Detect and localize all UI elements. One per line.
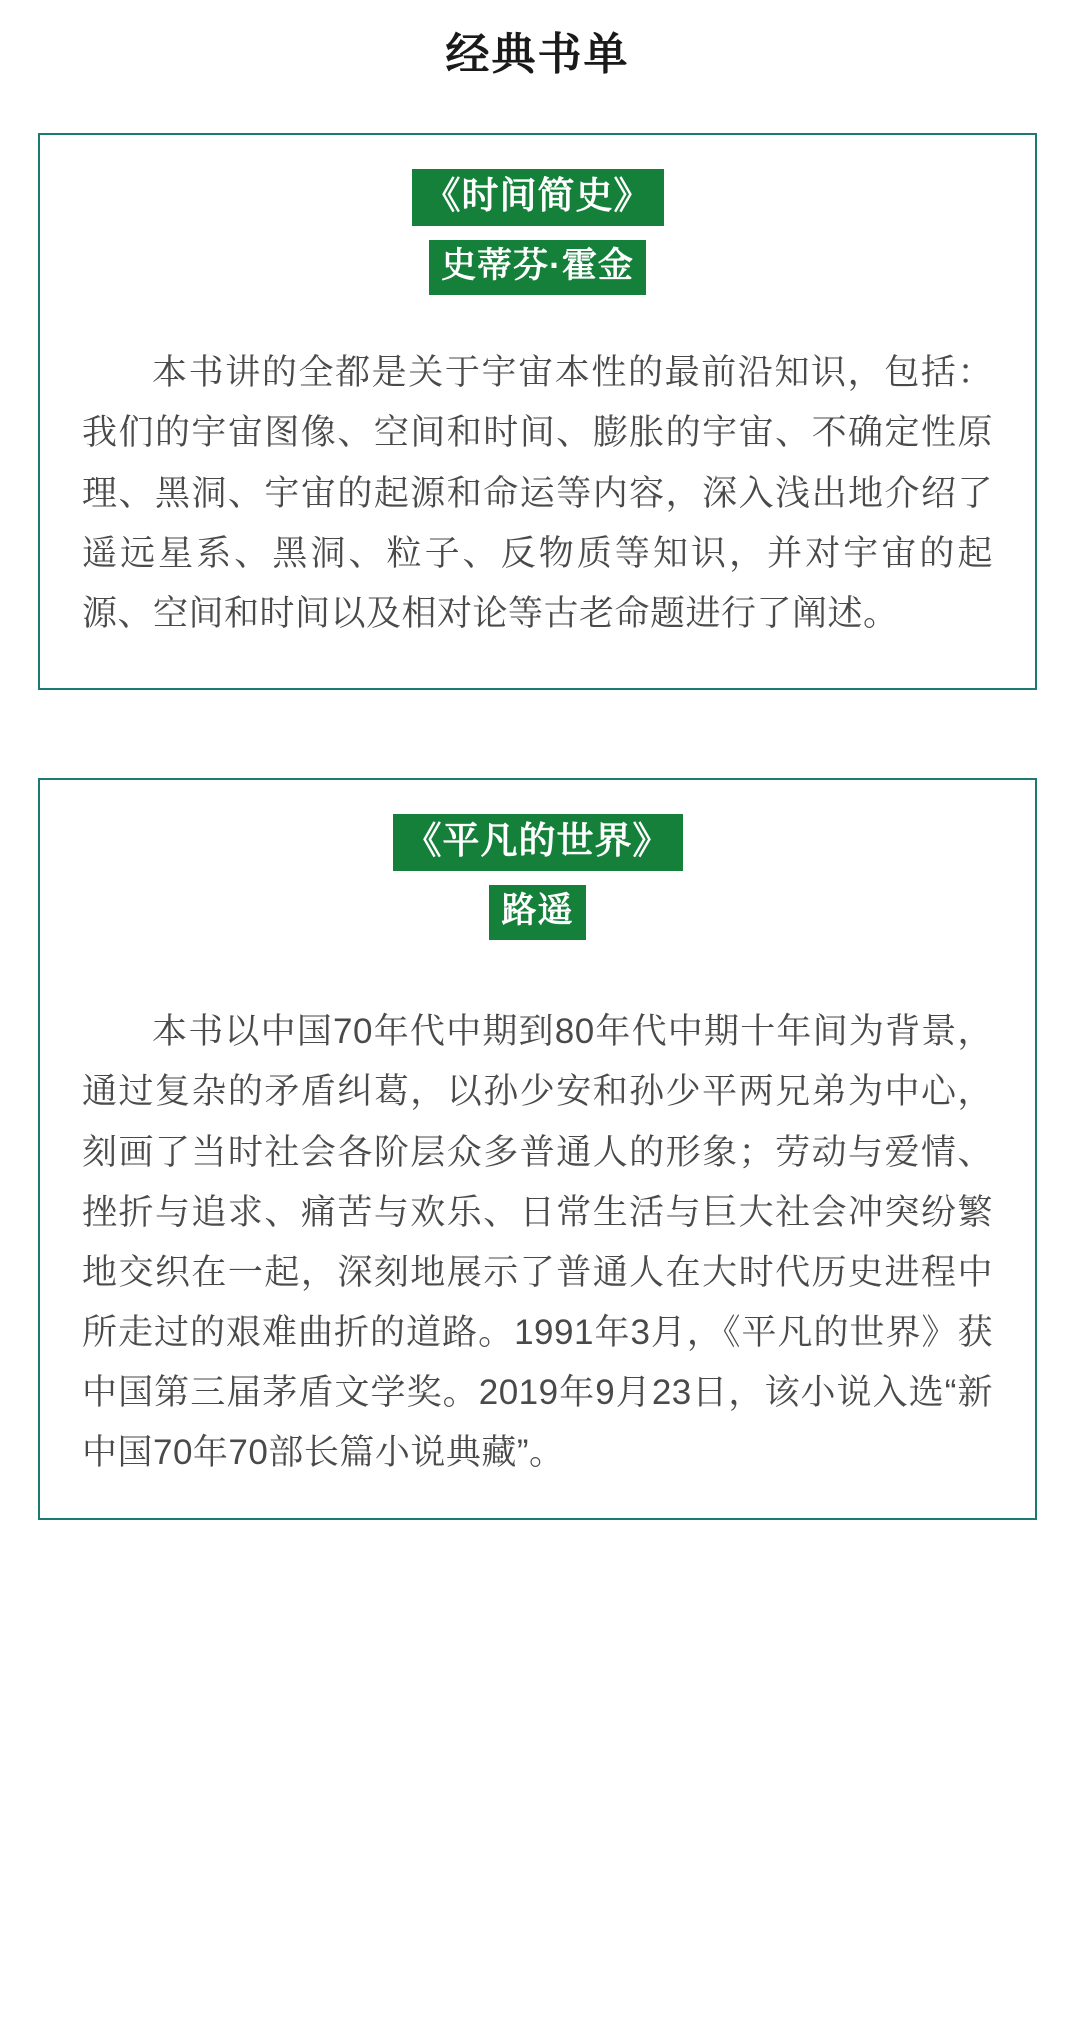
book-author: 路遥 bbox=[489, 885, 585, 940]
book-heading-group bbox=[82, 169, 993, 295]
book-description: 本书讲的全都是关于宇宙本性的最前沿知识，包括：我们的宇宙图像、空间和时间、膨胀的宇宙、不确定性原理、黑洞、宇宙的起源和命运等内容，深入浅出地介绍了遥远星系、黑洞、粒子、反物质等知识，并对宇宙的起源、空间和时间以及相对论等古老命题进行了阐述。 bbox=[82, 353, 993, 633]
book-title-row bbox=[82, 814, 993, 871]
book-title: 《平凡的世界》 bbox=[393, 814, 683, 871]
book-card bbox=[38, 133, 1037, 690]
book-description: 本书以中国70年代中期到80年代中期十年间为背景，通过复杂的矛盾纠葛，以孙少安和孙少平两兄弟为中心，刻画了当时社会各阶层众多普通人的形象；劳动与爱情、挫折与追求、痛苦与欢乐、日常生活与巨大社会冲突纷繁地交织在一起，深刻地展示了普通人在大时代历史进程中所走过的艰难曲折的道路。1991年3月，《平凡的世界》获中国第三届茅盾文学奖。2019年9月23日，该小说入选“新中国70年70部长篇小说典藏”。 bbox=[82, 1012, 993, 1473]
book-author: 史蒂芬·霍金 bbox=[429, 240, 646, 295]
book-heading-group bbox=[82, 814, 993, 940]
book-author-row bbox=[82, 226, 993, 295]
page-title: 经典书单 bbox=[445, 30, 630, 79]
book-title: 《时间简史》 bbox=[412, 169, 664, 226]
book-card bbox=[38, 778, 1037, 1520]
document-page bbox=[0, 26, 1075, 1520]
book-author-row bbox=[82, 871, 993, 940]
book-card-list bbox=[0, 133, 1075, 1519]
book-title-row bbox=[82, 169, 993, 226]
